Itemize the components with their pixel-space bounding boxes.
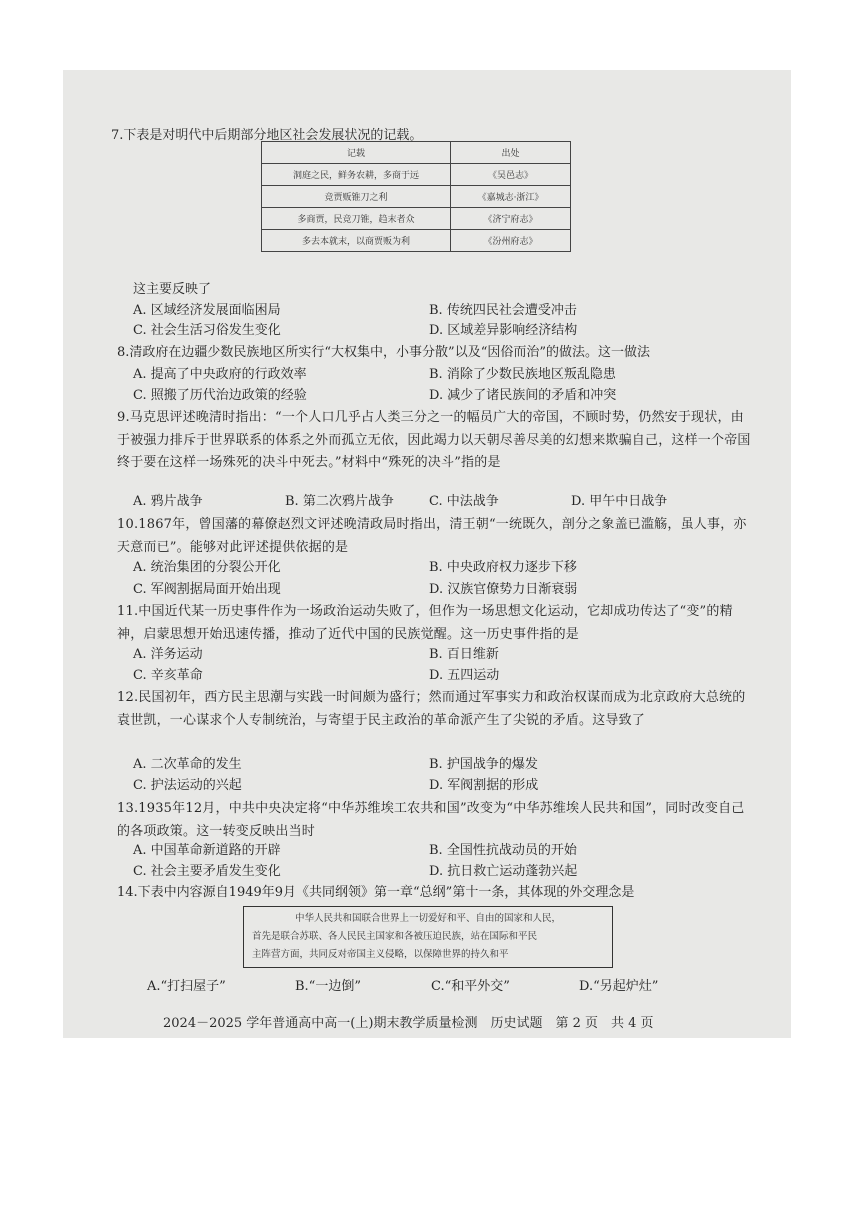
option-d: D. 区域差异影响经济结构: [429, 323, 578, 338]
option-b: B. 百日维新: [429, 647, 499, 662]
option-a: A. 提高了中央政府的行政效率: [133, 367, 307, 382]
option-b: B. 传统四民社会遭受冲击: [429, 303, 577, 318]
option-d: D. 军阀割据的形成: [429, 778, 539, 793]
question-14-stem: 14.下表中内容源自1949年9月《共同纲领》第一章“总纲”第十一条，其体现的外交理念是: [117, 885, 635, 900]
question-7-lead: 这主要反映了: [133, 282, 212, 297]
table-header-row: [262, 142, 571, 164]
option-c: C. 社会生活习俗发生变化: [133, 323, 281, 338]
option-a: A. 洋务运动: [133, 647, 203, 662]
option-a: A. 区域经济发展面临困局: [133, 303, 281, 318]
option-d: D. 减少了诸民族间的矛盾和冲突: [429, 388, 617, 403]
question-7-table: [261, 141, 571, 252]
table-header-cell: 记载: [262, 142, 451, 164]
option-b: B. 护国战争的爆发: [429, 757, 538, 772]
question-8-stem: 8.清政府在边疆少数民族地区所实行“大权集中，小事分散”以及“因俗而治”的做法。这一做法: [117, 345, 650, 360]
table-cell: 《汾州府志》: [451, 230, 571, 252]
option-b: B. 中央政府权力逐步下移: [429, 560, 577, 575]
option-d: D. 汉族官僚势力日渐衰弱: [429, 582, 578, 597]
table-cell: 洞庭之民，鲜务农耕，多商于远: [262, 164, 451, 186]
question-11-stem: 11.中国近代某一历史事件作为一场政治运动失败了，但作为一场思想文化运动，它却成功传达了“变”的精神，启蒙思想开始迅速传播，推动了近代中国的民族觉醒。这一历史事件指的是: [117, 604, 733, 642]
option-c: C. 中法战争: [429, 494, 499, 509]
option-a: A. 中国革命新道路的开辟: [133, 843, 281, 858]
option-c: C. 社会主要矛盾发生变化: [133, 864, 281, 879]
quotation-line: 主阵营方面，共同反对帝国主义侵略，以保障世界的持久和平: [252, 949, 509, 960]
table-row: [262, 186, 571, 208]
option-a: A. 统治集团的分裂公开化: [133, 560, 281, 575]
option-a: A.“打扫屋子”: [147, 979, 226, 994]
table-row: [262, 230, 571, 252]
table-cell: 多商贾，民竞刀锥，趋末者众: [262, 208, 451, 230]
table-cell: 《嘉城志·浙江》: [451, 186, 571, 208]
table-header-cell: 出处: [451, 142, 571, 164]
question-12-stem: 12.民国初年，西方民主思潮与实践一时间颇为盛行；然而通过军事实力和政治权谋而成为北京政府大总统的袁世凯，一心谋求个人专制统治，与寄望于民主政治的革命派产生了尖锐的矛盾。这导致了: [117, 690, 746, 728]
option-d: D.“另起炉灶”: [579, 979, 659, 994]
option-d: D. 甲午中日战争: [571, 494, 668, 509]
table-cell: 多去本就末，以商贾贩为利: [262, 230, 451, 252]
option-c: C.“和平外交”: [431, 979, 510, 994]
option-b: B.“一边倒”: [295, 979, 361, 994]
table-cell: 竞贾贩锥刀之利: [262, 186, 451, 208]
option-c: C. 护法运动的兴起: [133, 778, 242, 793]
table-cell: 《济宁府志》: [451, 208, 571, 230]
table-row: [262, 208, 571, 230]
exam-page: [63, 70, 791, 1038]
question-7-stem: 7.下表是对明代中后期部分地区社会发展状况的记载。: [111, 128, 423, 143]
option-c: C. 照搬了历代治边政策的经验: [133, 388, 307, 403]
quotation-line: 首先是联合苏联、各人民民主国家和各被压迫民族，站在国际和平民: [252, 931, 538, 942]
option-b: B. 全国性抗战动员的开始: [429, 843, 577, 858]
option-a: A. 二次革命的发生: [133, 757, 242, 772]
quotation-box: [243, 906, 613, 968]
option-a: A. 鸦片战争: [133, 494, 203, 509]
option-c: C. 辛亥革命: [133, 668, 203, 683]
table-row: [262, 164, 571, 186]
quotation-line: 中华人民共和国联合世界上一切爱好和平、自由的国家和人民，: [294, 913, 561, 924]
question-9-stem: 9.马克思评述晚清时指出：“一个人口几乎占人类三分之一的幅员广大的帝国，不顾时势，仍然安于现状，由于被强力排斥于世界联系的体系之外而孤立无依，因此竭力以天朝尽善尽美的幻想来欺骗自己，这样一个帝国终于要在这样一场殊死的决斗中死去。”材料中“殊死的决斗”指的是: [117, 410, 751, 470]
option-b: B. 消除了少数民族地区叛乱隐患: [429, 367, 616, 382]
page-footer: 2024－2025 学年普通高中高一(上)期末教学质量检测 历史试题 第 2 页 共 4 页: [163, 1016, 654, 1031]
question-10-stem: 10.1867年，曾国藩的幕僚赵烈文评述晚清政局时指出，清王朝“一统既久，剖分之象盖已滥觞，虽人事，亦天意而已”。能够对此评述提供依据的是: [117, 517, 747, 555]
question-13-stem: 13.1935年12月，中共中央决定将“中华苏维埃工农共和国”改变为“中华苏维埃人民共和国”，同时改变自己的各项政策。这一转变反映出当时: [117, 801, 745, 839]
table-cell: 《吴邑志》: [451, 164, 571, 186]
option-d: D. 五四运动: [429, 668, 500, 683]
option-c: C. 军阀割据局面开始出现: [133, 582, 281, 597]
option-d: D. 抗日救亡运动蓬勃兴起: [429, 864, 578, 879]
option-b: B. 第二次鸦片战争: [285, 494, 394, 509]
